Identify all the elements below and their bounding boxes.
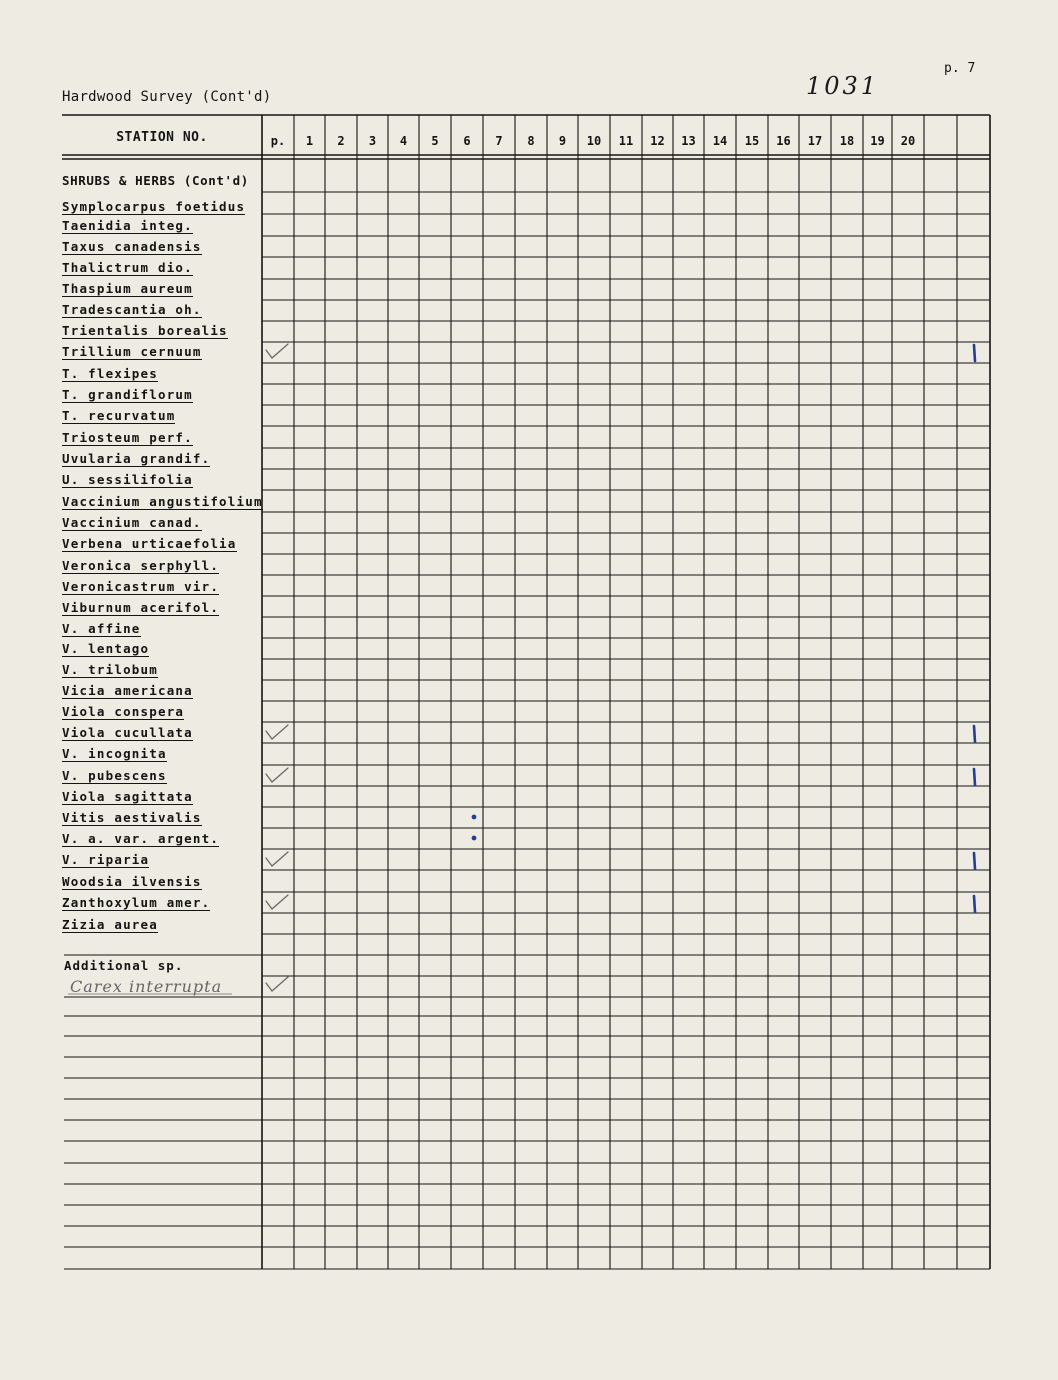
species-row-label: Veronicastrum vir. [62,579,220,594]
pencil-check-mark [266,768,288,782]
station-column-9: 9 [558,134,567,148]
page-number: p. 7 [944,61,976,76]
blue-tally-mark [974,345,975,361]
species-row-label: Trillium cernuum [62,344,202,359]
blue-ink-dot [472,815,477,820]
species-row-label: V. lentago [62,641,150,656]
document-number: 1031 [806,72,880,100]
species-row-label: Triosteum perf. [62,430,193,445]
species-row-label: T. flexipes [62,366,158,381]
station-column-5: 5 [431,134,439,148]
species-row-label: U. sessilifolia [62,472,193,487]
station-column-17: 17 [807,134,823,148]
handwritten-species: Carex interrupta [70,977,223,996]
blue-tally-mark [974,726,975,742]
species-row-label: Zizia aurea [62,917,158,932]
species-row-label: Viola cucullata [62,725,193,740]
species-row-label: Symplocarpus foetidus [62,199,246,214]
station-column-8: 8 [527,134,535,148]
station-column-3: 3 [368,134,377,148]
species-row-label: Woodsia ilvensis [62,874,202,889]
station-column-7: 7 [495,134,503,148]
additional-species-label: Additional sp. [64,958,184,973]
species-row-label: V. incognita [62,746,167,761]
station-column-2: 2 [337,134,345,148]
station-column-15: 15 [744,134,760,148]
species-row-label: Vaccinium canad. [62,515,202,530]
species-row-label: V. pubescens [62,768,167,783]
species-row-label: Taenidia integ. [62,218,193,233]
species-row-label: Thaspium aureum [62,281,193,296]
blue-tally-mark [974,896,975,912]
station-column-11: 11 [618,134,634,148]
station-column-16: 16 [776,134,791,148]
species-row-label: V. riparia [62,852,150,867]
station-header: STATION NO. [116,130,208,145]
species-row-label: Taxus canadensis [62,239,202,254]
species-row-label: Verbena urticaefolia [62,536,237,551]
blue-ink-dot [472,836,477,841]
species-row-label: Vitis aestivalis [62,810,202,825]
species-row-label: Veronica serphyll. [62,558,220,573]
station-column-13: 13 [681,134,696,148]
pencil-check-mark [266,344,288,358]
pencil-check-mark [266,895,288,909]
pencil-check-mark [266,977,288,991]
species-row-label: V. trilobum [62,662,158,677]
station-column-10: 10 [586,134,602,148]
species-row-label: Thalictrum dio. [62,260,193,275]
species-row-label: T. recurvatum [62,408,176,423]
species-row-label: Viola sagittata [62,789,193,804]
station-column-1: 1 [305,134,314,148]
blue-tally-mark [974,769,975,785]
station-column-18: 18 [839,134,855,148]
station-column-6: 6 [463,134,471,148]
species-row-label: V. a. var. argent. [62,831,220,846]
station-column-20: 20 [900,134,916,148]
station-column-p.: p. [270,134,286,148]
blue-tally-mark [974,853,975,869]
station-column-4: 4 [399,134,408,148]
species-row-label: Vicia americana [62,683,193,698]
species-row-label: Tradescantia oh. [62,302,202,317]
species-row-label: Vaccinium angustifolium [62,494,263,509]
species-row-label: Uvularia grandif. [62,451,211,466]
species-row-label: Trientalis borealis [62,323,228,338]
species-row-label: Zanthoxylum amer. [62,895,211,910]
station-column-14: 14 [712,134,728,148]
species-row-label: T. grandiflorum [62,387,193,402]
species-row-label: Viburnum acerifol. [62,600,220,615]
station-column-12: 12 [650,134,665,148]
survey-title: Hardwood Survey (Cont'd) [62,89,272,105]
pencil-check-mark [266,852,288,866]
station-column-19: 19 [870,134,885,148]
pencil-check-mark [266,725,288,739]
section-heading: SHRUBS & HERBS (Cont'd) [62,173,249,188]
species-row-label: Viola conspera [62,704,185,719]
species-row-label: V. affine [62,621,141,636]
